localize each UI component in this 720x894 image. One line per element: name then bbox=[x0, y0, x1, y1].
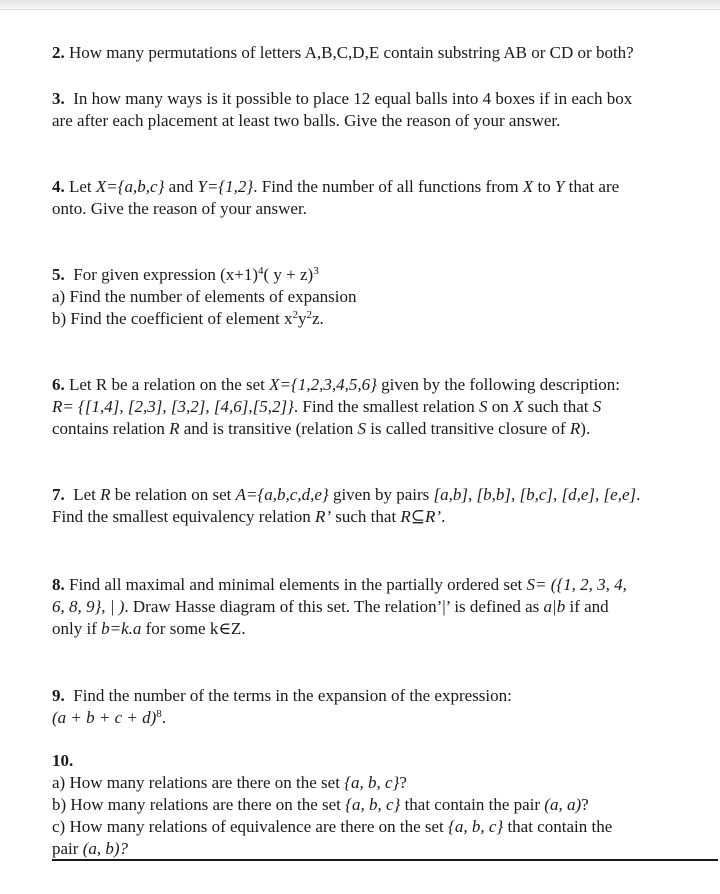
problem-3 bbox=[52, 88, 716, 132]
problem-6-line-1: 6. Let R be a relation on the set X={1,2,3,4,5,6} given by the following description: bbox=[52, 375, 621, 394]
problem-8-line-3: only if b=k.a for some k∈Z. bbox=[52, 619, 246, 638]
problem-number: 6. bbox=[52, 375, 65, 394]
problem-10-line-3: b) How many relations are there on the set {a, b, c} that contain the pair (a, a)? bbox=[52, 795, 589, 814]
problem-3-line-1: 3. In how many ways is it possible to place 12 equal balls into 4 boxes if in each box bbox=[52, 89, 633, 108]
problem-3-line-2: are after each placement at least two balls. Give the reason of your answer. bbox=[52, 111, 561, 130]
problem-number: 10. bbox=[52, 751, 74, 770]
problem-10 bbox=[52, 750, 716, 860]
problem-4-line-1: 4. Let X={a,b,c} and Y={1,2}. Find the number of all functions from X to Y that are bbox=[52, 177, 620, 196]
problem-5 bbox=[52, 264, 716, 330]
problem-6-line-3: contains relation R and is transitive (relation S is called transitive closure of R). bbox=[52, 419, 591, 438]
problem-number: 4. bbox=[52, 177, 65, 196]
problem-7-line-1: 7. Let R be relation on set A={a,b,c,d,e} given by pairs [a,b], [b,b], [b,c], [d,e], [e,e]. bbox=[52, 485, 641, 504]
problem-10-line-5: pair (a, b)? bbox=[52, 839, 129, 858]
problem-10-line-4: c) How many relations of equivalence are there on the set {a, b, c} that contain the bbox=[52, 817, 613, 836]
problem-10-line-2: a) How many relations are there on the set {a, b, c}? bbox=[52, 773, 407, 792]
problem-2-line-1: 2. How many permutations of letters A,B,C,D,E contain substring AB or CD or both? bbox=[52, 43, 634, 62]
problem-9-line-2: $(a + b + c + d)^8$. bbox=[52, 708, 167, 727]
problem-6-line-2: R= {[1,4], [2,3], [3,2], [4,6],[5,2]}. Find the smallest relation S on X such that S bbox=[52, 397, 602, 416]
problem-6 bbox=[52, 374, 716, 440]
problem-8 bbox=[52, 574, 716, 640]
problem-10-line-1 bbox=[52, 750, 716, 772]
problem-9-line-1: 9. Find the number of the terms in the expansion of the expression: bbox=[52, 686, 512, 705]
problem-number: 9. bbox=[52, 686, 65, 705]
problem-9 bbox=[52, 685, 716, 729]
problem-7 bbox=[52, 484, 716, 528]
problem-4 bbox=[52, 176, 716, 220]
problem-4-line-2: onto. Give the reason of your answer. bbox=[52, 199, 307, 218]
problem-number: 8. bbox=[52, 575, 65, 594]
problem-number: 2. bbox=[52, 43, 65, 62]
viewer-top-bar bbox=[0, 0, 720, 10]
bottom-rule bbox=[52, 859, 718, 861]
problem-number: 7. bbox=[52, 485, 65, 504]
problem-2 bbox=[52, 42, 716, 64]
problem-number: 5. bbox=[52, 265, 65, 284]
problem-8-line-1: 8. Find all maximal and minimal elements in the partially ordered set S= ({1, 2, 3, 4, bbox=[52, 575, 627, 594]
problem-number: 3. bbox=[52, 89, 65, 108]
problem-8-line-2: 6, 8, 9}, | ). Draw Hasse diagram of this set. The relation’|’ is defined as a|b if and bbox=[52, 597, 609, 616]
problem-5-line-2: a) Find the number of elements of expansion bbox=[52, 287, 357, 306]
problem-5-line-3: b) Find the coefficient of element $x^2y^2z$. bbox=[52, 309, 324, 328]
problem-7-line-2: Find the smallest equivalency relation R’ such that R⊆R’. bbox=[52, 507, 446, 526]
problem-5-line-1: 5. For given expression $(x+1)^4$( y + z)$^3$ bbox=[52, 265, 319, 284]
